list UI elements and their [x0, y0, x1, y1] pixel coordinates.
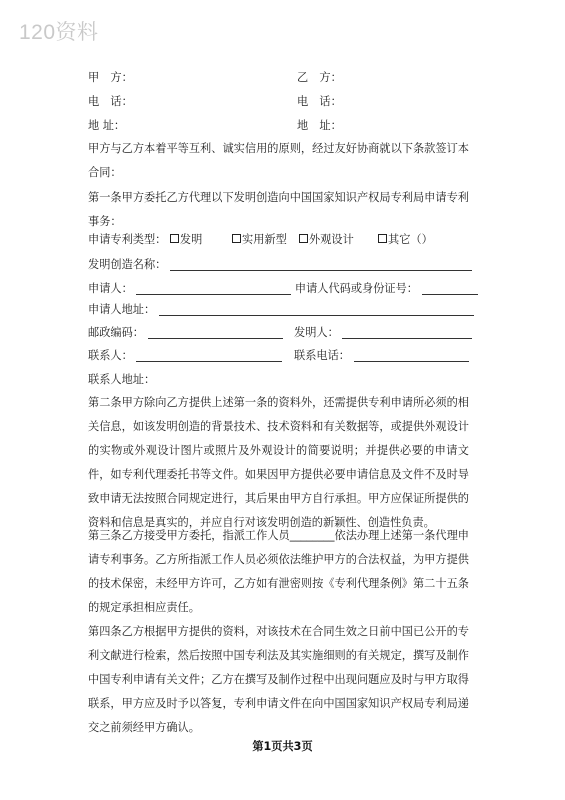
- applicant-id-label: 申请人代码或身份证号：: [294, 282, 418, 295]
- article-1: 第一条甲方委托乙方代理以下发明创造向中国国家知识产权局专利局申请专利事务：: [88, 191, 469, 228]
- checkbox-icon[interactable]: [378, 234, 387, 243]
- inventor-group: [294, 321, 472, 345]
- invention-name-row: [88, 253, 472, 277]
- applicant-address-label: 申请人地址：: [88, 303, 156, 316]
- contact-phone-label: 联系电话：: [294, 349, 350, 362]
- option-other[interactable]: 其它（）: [378, 228, 433, 252]
- postal-code-field[interactable]: [148, 323, 283, 339]
- party-a-label: 甲 方：: [88, 71, 133, 84]
- article-2: 第二条甲方除向乙方提供上述第一条的资料外，还需提供专利申请所必须的相关信息，如该发明创造的背景技术、技术资料和有关数据等，或提供外观设计的实物或外观设计图片或照片及外观设计的简要说明；并提供必要的申请文件，如专利代理委托书等文件。如果因甲方提供必要申请信息及文件不及时导致申请无法按照合同规定进行，其后果由甲方自行承担。甲方应保证所提供的资料和信息是真实的，并应自行对该发明创造的新颖性、创造性负责。: [88, 396, 469, 529]
- applicant-id-field[interactable]: [422, 279, 478, 295]
- postal-code-label: 邮政编码：: [88, 326, 144, 339]
- checkbox-icon[interactable]: [232, 234, 241, 243]
- address-row: [88, 114, 342, 138]
- applicant-label: 申请人：: [88, 282, 133, 295]
- patent-type-label: 申请专利类型：: [88, 233, 167, 246]
- party-a-phone-label: 电 话：: [88, 95, 133, 108]
- party-b-address-label: 地 址：: [297, 119, 342, 132]
- applicant-address-row: [88, 298, 474, 322]
- contact-row: [88, 344, 350, 368]
- postal-row: [88, 321, 339, 345]
- watermark-logo: 120资料: [19, 21, 99, 44]
- option-invention[interactable]: 发明: [170, 233, 202, 246]
- checkbox-icon[interactable]: [170, 234, 179, 243]
- intro-paragraph: 甲方与乙方本着平等互利、诚实信用的原则，经过友好协商就以下条款签订本合同：: [88, 142, 469, 179]
- applicant-address-field[interactable]: [159, 300, 474, 316]
- applicant-field[interactable]: [136, 279, 291, 295]
- contact-phone-group: [294, 344, 469, 368]
- inventor-label: 发明人：: [294, 326, 339, 339]
- party-a-address-label: 地 址：: [88, 119, 126, 132]
- option-utility-model[interactable]: 实用新型: [232, 228, 287, 252]
- phone-row: [88, 90, 342, 114]
- contact-address-row: [88, 368, 155, 392]
- contact-address-label: 联系人地址：: [88, 373, 156, 386]
- party-b-label: 乙 方：: [297, 71, 342, 84]
- patent-type-row: [88, 228, 433, 252]
- contact-phone-field[interactable]: [354, 346, 469, 362]
- invention-name-field[interactable]: [170, 255, 472, 271]
- invention-name-label: 发明创造名称：: [88, 258, 167, 271]
- checkbox-icon[interactable]: [299, 234, 308, 243]
- party-a-row: [88, 66, 342, 90]
- inventor-field[interactable]: [342, 323, 472, 339]
- article-3: 第三条乙方接受甲方委托，指派工作人员________依法办理上述第一条代理申请专利事务。乙方所指派工作人员必须依法维护甲方的合法权益，为甲方提供的技术保密，未经甲方许可，乙方如有泄密则按《专利代理条例》第二十五条的规定承担相应责任。: [88, 529, 469, 614]
- page-number: 第1页共3页: [252, 740, 313, 753]
- contact-field[interactable]: [136, 346, 282, 362]
- article-4: 第四条乙方根据甲方提供的资料，对该技术在合同生效之日前中国已公开的专利文献进行检索，然后按照中国专利法及其实施细则的有关规定，撰写及制作中国专利申请有关文件；乙方在撰写及制作过程中出现问题应及时与甲方取得联系，甲方应及时予以答复，专利申请文件在向中国国家知识产权局专利局递交之前须经甲方确认。: [88, 625, 469, 734]
- party-b-phone-label: 电 话：: [297, 95, 342, 108]
- option-design[interactable]: 外观设计: [299, 228, 354, 252]
- contact-label: 联系人：: [88, 349, 133, 362]
